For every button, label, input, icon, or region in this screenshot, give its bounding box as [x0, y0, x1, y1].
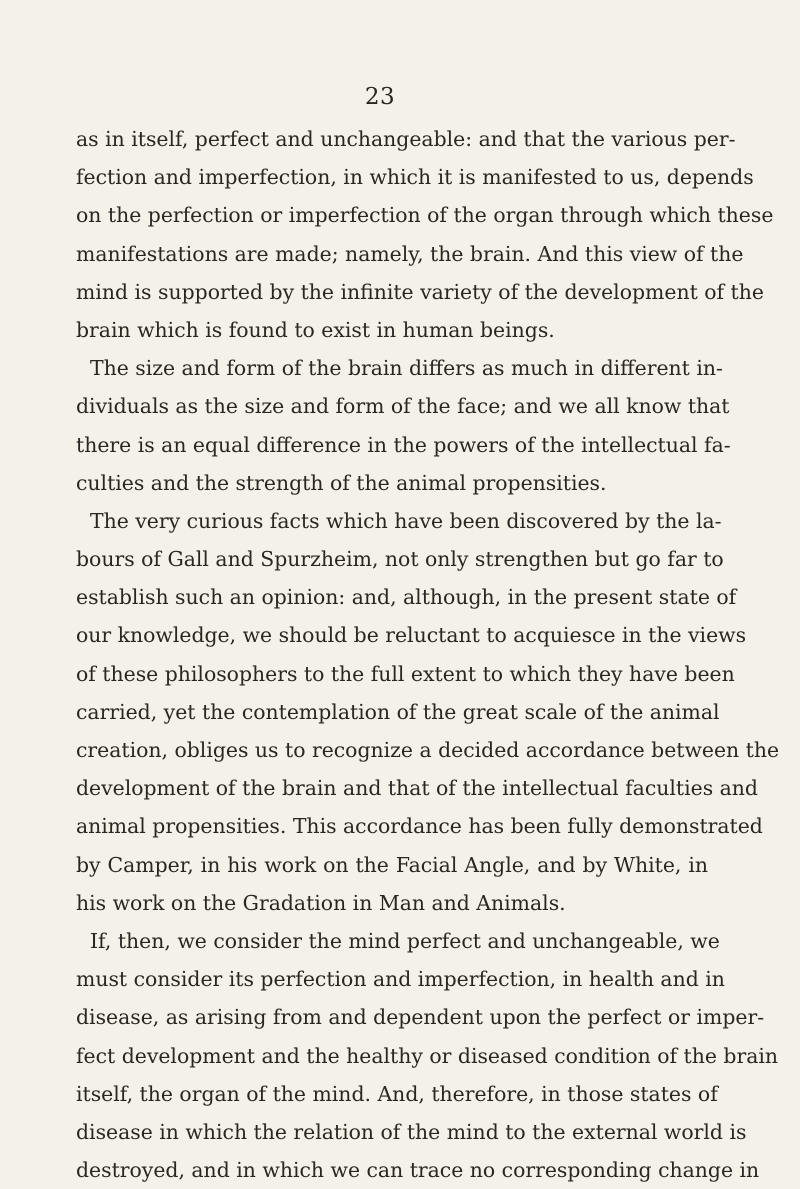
text-line: his work on the Gradation in Man and Animals. [76, 890, 566, 915]
text-line: of these philosophers to the full extent to which they have been [76, 661, 735, 686]
text-line: there is an equal difference in the powers of the intellectual fa- [76, 432, 731, 457]
text-line: fection and imperfection, in which it is manifested to us, depends [76, 165, 754, 190]
text-line: If, then, we consider the mind perfect and unchangeable, we [90, 928, 720, 953]
text-line: establish such an opinion: and, although, in the present state of [76, 585, 737, 610]
text-line: animal propensities. This accordance has been fully demonstrated [76, 814, 763, 839]
text-line: creation, obliges us to recognize a decided accordance between the [76, 738, 780, 762]
text-line: brain which is found to exist in human beings. [76, 317, 555, 342]
text-line: bours of Gall and Spurzheim, not only strengthen but go far to [76, 547, 724, 572]
text-line: fect development and the healthy or diseased condition of the brain [76, 1043, 779, 1068]
text-line: our knowledge, we should be reluctant to acquiesce in the views [76, 623, 747, 648]
text-line: mind is supported by the infinite variety of the development of the [76, 279, 764, 304]
text-line: must consider its perfection and imperfection, in health and in [76, 967, 725, 992]
text-line: by Camper, in his work on the Facial Angle, and by White, in [76, 852, 708, 877]
body-text [76, 120, 780, 1189]
text-line: culties and the strength of the animal propensities. [76, 470, 607, 495]
text-line: The very curious facts which have been discovered by the la- [90, 508, 722, 533]
text-line: itself, the organ of the mind. And, therefore, in those states of [76, 1081, 718, 1106]
text-line: destroyed, and in which we can trace no corresponding change in [76, 1158, 760, 1183]
text-line: dividuals as the size and form of the face; and we all know that [76, 394, 730, 419]
text-line: manifestations are made; namely, the brain. And this view of the [76, 241, 744, 266]
page-number: 23 [364, 84, 396, 110]
text-line: development of the brain and that of the intellectual faculties and [76, 776, 758, 801]
text-line: disease, as arising from and dependent upon the perfect or imper- [76, 1005, 765, 1030]
text-line: disease in which the relation of the mind to the external world is [76, 1119, 747, 1144]
text-line: carried, yet the contemplation of the great scale of the animal [76, 699, 720, 724]
text-line: on the perfection or imperfection of the organ through which these [76, 203, 774, 228]
text-line: The size and form of the brain differs as much in different in- [90, 356, 723, 381]
text-line: as in itself, perfect and unchangeable: and that the various per- [76, 127, 736, 151]
